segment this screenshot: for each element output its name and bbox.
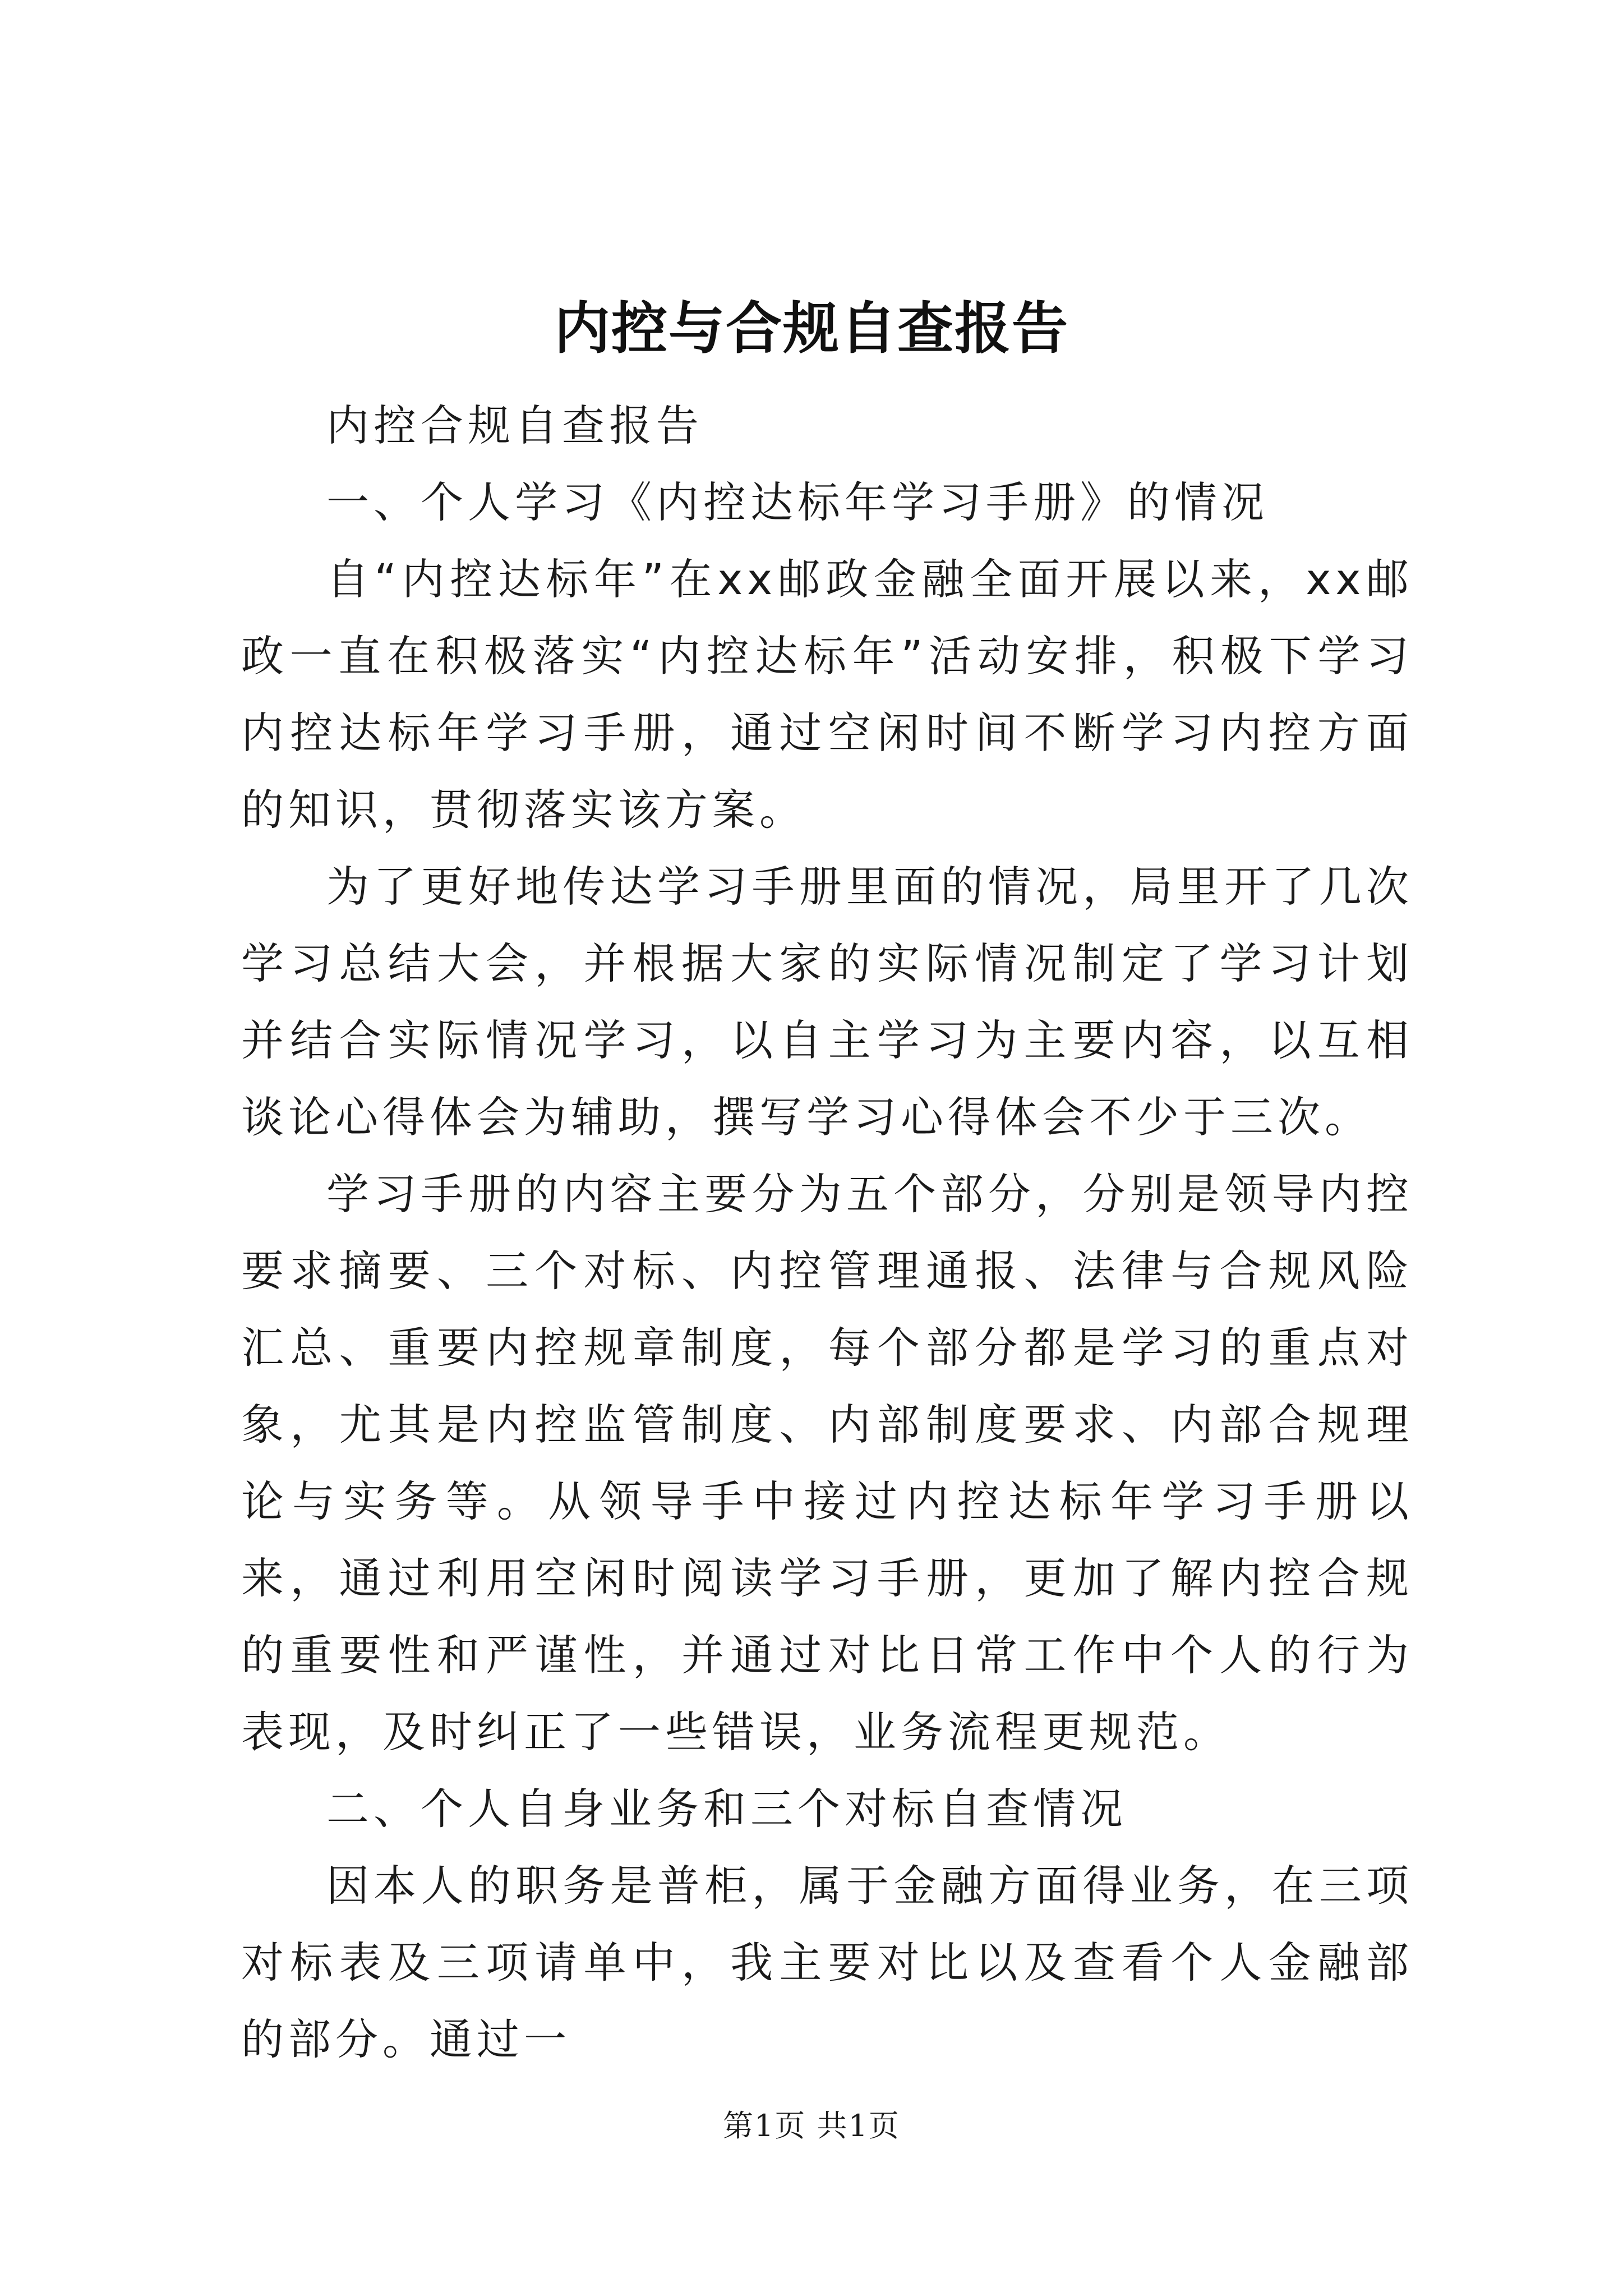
section-heading-1: 一、个人学习《内控达标年学习手册》的情况 (326, 477, 1269, 527)
paragraph: 自“内控达标年”在xx邮政金融全面开展以来，xx邮政一直在积极落实“内控达标年”活动安排，积极下学习内控达标年学习手册，通过空闲时间不断学习内控方面的知识，贯彻落实该方案。 (241, 554, 1413, 835)
paragraph: 为了更好地传达学习手册里面的情况，局里开了几次学习总结大会，并根据大家的实际情况制定了学习计划并结合实际情况学习，以自主学习为主要内容，以互相谈论心得体会为辅助，撰写学习心得体会不少于三次。 (241, 862, 1413, 1142)
page-footer: 第1页 共1页 (723, 2108, 900, 2143)
paragraph: 学习手册的内容主要分为五个部分，分别是领导内控要求摘要、三个对标、内控管理通报、法律与合规风险汇总、重要内控规章制度，每个部分都是学习的重点对象，尤其是内控监管制度、内部制度要求、内部合规理论与实务等。从领导手中接过内控达标年学习手册以来，通过利用空闲时阅读学习手册，更加了解内控合规的重要性和严谨性，并通过对比日常工作中个人的行为表现，及时纠正了一些错误，业务流程更规范。 (241, 1169, 1413, 1757)
section-heading-2: 二、个人自身业务和三个对标自查情况 (326, 1784, 1127, 1834)
document-body (241, 387, 1413, 2078)
paragraph-subtitle: 内控合规自查报告 (326, 401, 703, 450)
paragraph: 因本人的职务是普柜，属于金融方面得业务，在三项对标表及三项请单中，我主要对比以及查看个人金融部的部分。通过一 (241, 1861, 1413, 2064)
document-title: 内控与合规自查报告 (554, 295, 1069, 361)
